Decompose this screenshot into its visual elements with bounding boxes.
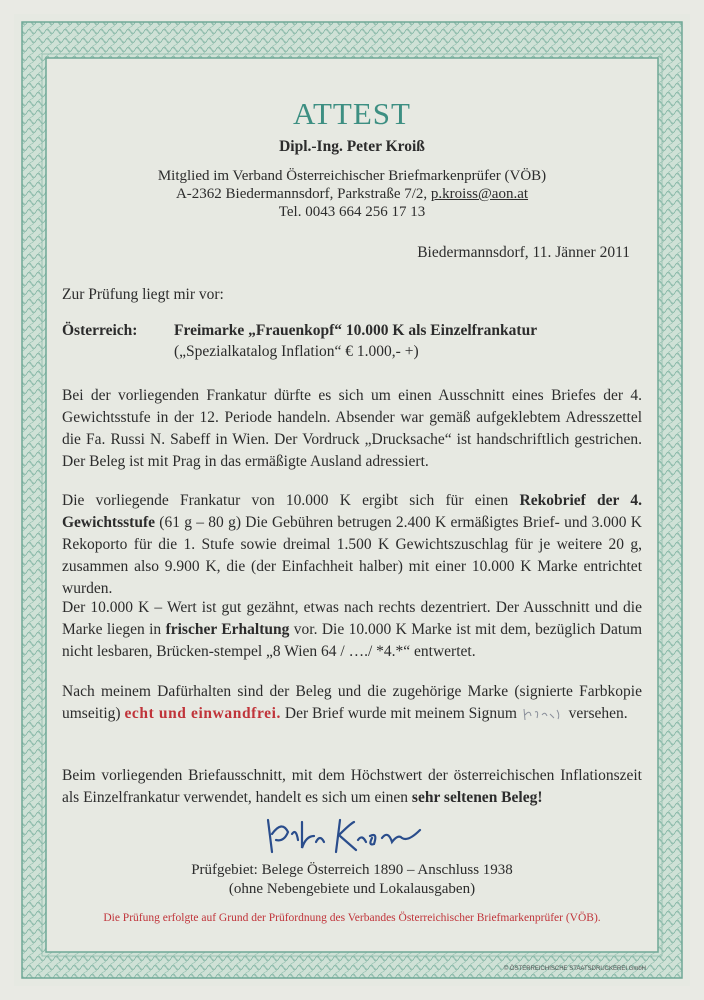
subject-line xyxy=(62,322,538,340)
p3-bold: frischer Erhaltung xyxy=(165,621,290,638)
p5-text-a: Beim vorliegenden Briefausschnitt, mit dem Höchstwert der österreichischen Inflationszeit als Einzelfrankatur verwendet, handelt es sich um einen xyxy=(62,767,642,806)
paragraph-3 xyxy=(62,597,642,663)
certificate-title: ATTEST xyxy=(293,96,411,131)
phone-line: Tel. 0043 664 256 17 13 xyxy=(278,204,426,220)
p5-bold: sehr seltenen Beleg! xyxy=(411,789,543,806)
examination-scope: Prüfgebiet: Belege Österreich 1890 – Anschluss 1938 xyxy=(191,862,513,878)
p2-bold: Rekobrief der 4. Gewichtsstufe xyxy=(62,492,642,531)
examiner-name: Dipl.-Ing. Peter Kroiß xyxy=(279,138,425,155)
p3-text-a: Der 10.000 K – Wert ist gut gezähnt, etwas nach rechts dezentriert. Der Ausschnitt und die Marke liegen in xyxy=(62,599,642,638)
paragraph-1: Bei der vorliegenden Frankatur dürfte es sich um einen Ausschnitt eines Briefes der 4. Gewichtsstufe in der 12. Periode handeln. Absender war gemäß aufgeklebtem Adresszettel die Fa. Russi N. Sabeff in Wien. Der Vordruck „Drucksache“ ist handschriftlich gestrichen. Der Beleg ist mit Prag in das ermäßigte Ausland adressiert. xyxy=(62,387,642,470)
place-date: Biedermannsdorf, 11. Jänner 2011 xyxy=(417,244,630,261)
p4-text-c: Der Brief wurde mit meinem Signum xyxy=(281,705,521,722)
membership-line: Mitglied im Verband Österreichischer Briefmarkenprüfer (VÖB) xyxy=(157,168,547,184)
handwritten-signature xyxy=(262,812,442,856)
paragraph-4 xyxy=(62,681,642,725)
small-signum-icon xyxy=(521,706,565,722)
subject-item: Freimarke „Frauenkopf“ 10.000 K als Einzelfrankatur xyxy=(174,322,538,339)
scope-exclusion: (ohne Nebengebiete und Lokalausgaben) xyxy=(228,881,476,897)
p4-text-a: Nach meinem Dafürhalten sind der Beleg und die zugehörige Marke (signierte Farbkopie umseitig) xyxy=(62,683,642,722)
catalog-value: („Spezialkatalog Inflation“ € 1.000,- +) xyxy=(174,343,419,360)
p2-text-a: Die vorliegende Frankatur von 10.000 K ergibt sich für einen xyxy=(62,492,520,509)
intro-line: Zur Prüfung liegt mir vor: xyxy=(62,286,224,303)
subject-country: Österreich: xyxy=(62,322,138,339)
regulation-note: Die Prüfung erfolgte auf Grund der Prüfordnung des Verbandes Österreichischer Briefmarkenprüfer (VÖB). xyxy=(103,912,601,924)
email-link[interactable]: p.kroiss@aon.at xyxy=(430,186,529,202)
p2-text-c: (61 g – 80 g) Die Gebühren betrugen 2.400 K ermäßigtes Brief- und 3.000 K Rekoporto für die 1. Stufe sowie dreimal 1.500 K Gewichtszuschlag für je weitere 20 g, zusammen also 9.900 K, die (der Einfachheit halber) mit einer 10.000 K Marke entrichtet wurden. xyxy=(62,514,642,597)
p4-text-d: versehen. xyxy=(564,705,628,722)
address-text: A-2362 Biedermannsdorf, Parkstraße 7/2, xyxy=(175,186,431,202)
address-line xyxy=(0,186,704,203)
paragraph-2 xyxy=(62,490,642,600)
p3-text-c: vor. Die 10.000 K Marke ist mit dem, bezüglich Datum nicht lesbaren, Brücken-stempel „8 Wien 64 / …./ *4.*“ entwertet. xyxy=(62,621,642,660)
verdict-genuine: echt und einwandfrei. xyxy=(124,705,282,722)
printer-imprint: © ÖSTERREICHISCHE STAATSDRUCKEREI GmbH xyxy=(503,966,646,972)
paragraph-5 xyxy=(62,765,642,809)
